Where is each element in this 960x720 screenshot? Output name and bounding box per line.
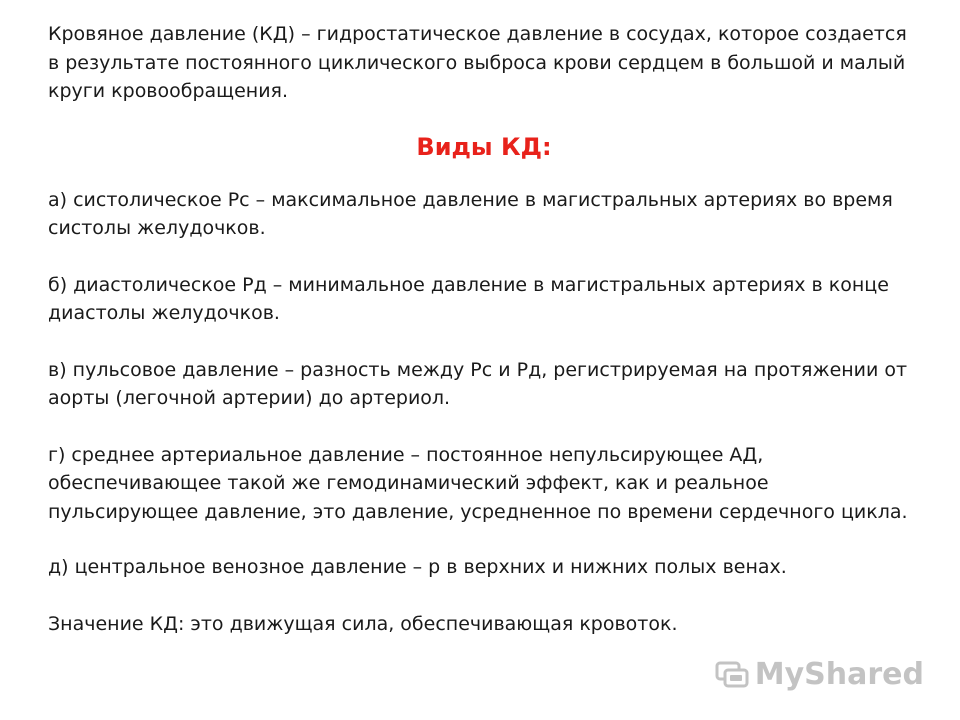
section-heading: Виды КД: bbox=[416, 132, 552, 161]
list-item-central-venous: д) центральное венозное давление – р в верхних и нижних полых венах. bbox=[48, 556, 787, 578]
list-item-systolic: а) систолическое Рс – максимальное давление в магистральных артериях во время систолы желудочков. bbox=[48, 188, 893, 239]
list-item-mean-arterial: г) среднее артериальное давление – постоянное непульсирующее АД, обеспечивающее такой же гемодинамический эффект, как и реальное пульсирующее давление, это давление, усредненное по времени сердечного цикла. bbox=[48, 443, 908, 523]
myshared-logo-icon bbox=[715, 660, 749, 690]
list-item-pulse: в) пульсовое давление – разность между Рс и Рд, регистрируемая на протяжении от аорты (легочной артерии) до артериол. bbox=[48, 358, 908, 409]
watermark bbox=[715, 656, 924, 692]
intro-paragraph: Кровяное давление (КД) – гидростатическое давление в сосудах, которое создается в результате постоянного циклического выброса крови сердцем в большой и малый круги кровообращения. bbox=[48, 23, 907, 102]
watermark-text: MyShared bbox=[754, 656, 924, 692]
list-item-diastolic: б) диастолическое Рд – минимальное давление в магистральных артериях в конце диастолы желудочков. bbox=[48, 273, 889, 324]
conclusion-paragraph: Значение КД: это движущая сила, обеспечивающая кровоток. bbox=[48, 612, 678, 635]
